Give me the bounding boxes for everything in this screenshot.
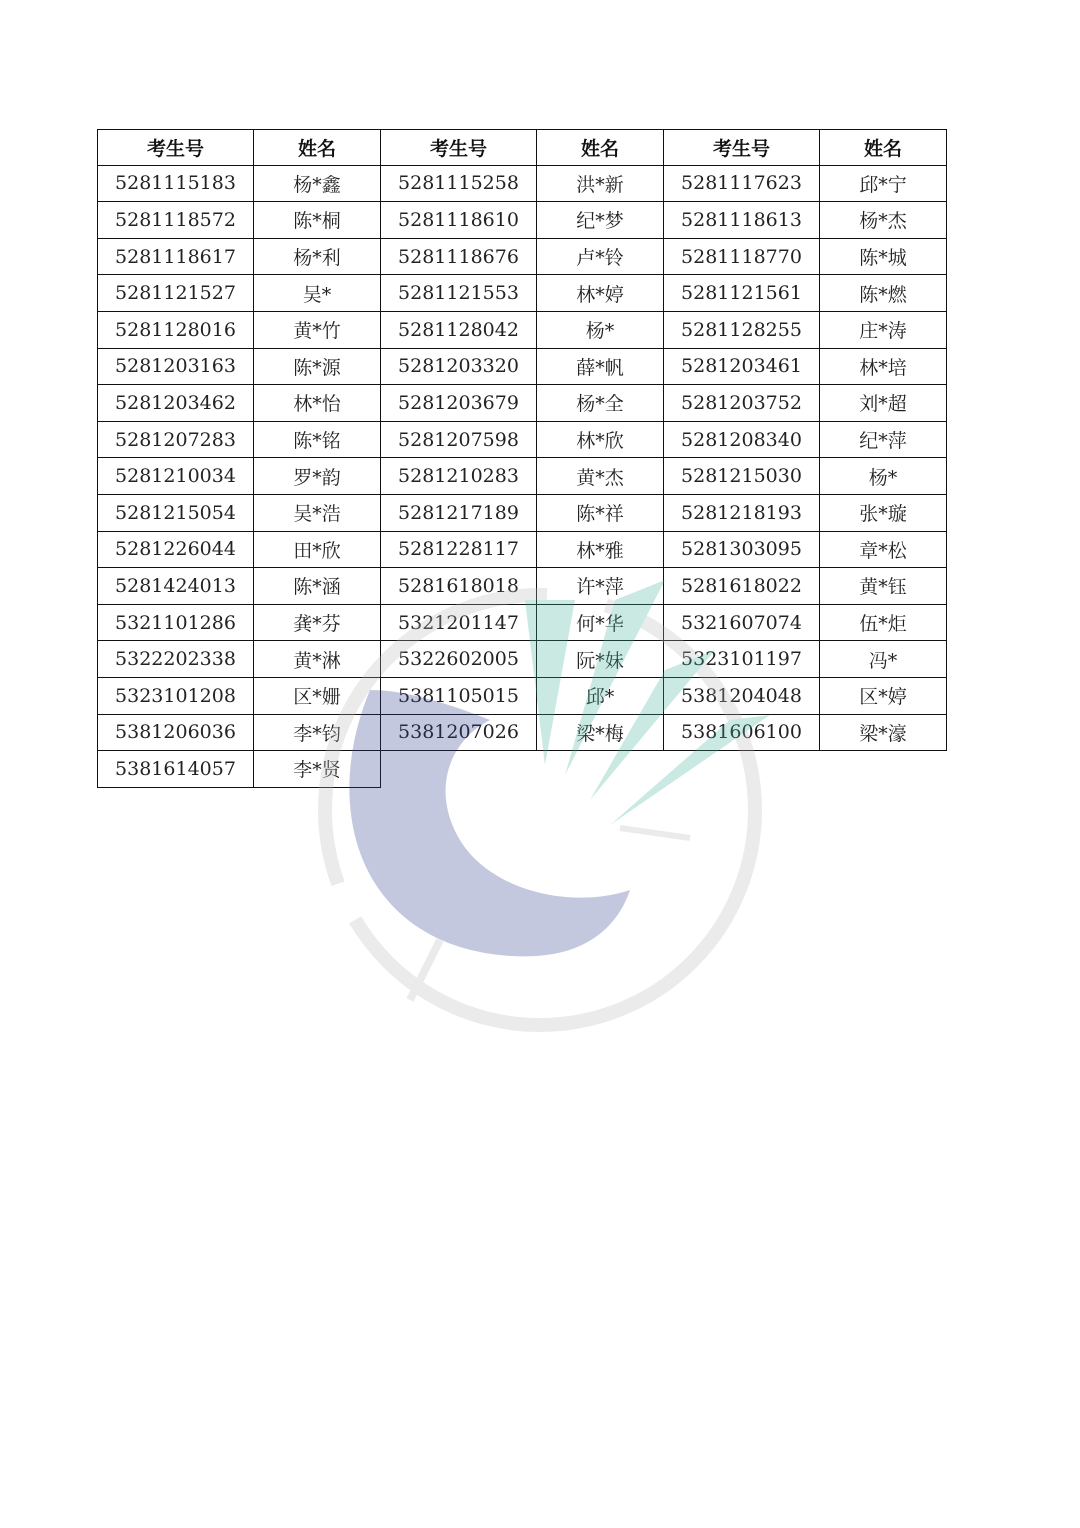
candidate-name-cell: 龚*芬 <box>254 605 381 642</box>
exam-number-cell: 5381207026 <box>381 715 537 752</box>
exam-number-cell: 5381204048 <box>664 678 820 715</box>
exam-number-cell: 5281128255 <box>664 312 820 349</box>
exam-number-cell: 5381614057 <box>97 751 254 788</box>
table-row <box>97 422 947 459</box>
candidate-name-cell: 阮*妹 <box>537 641 664 678</box>
candidate-name-cell: 区*婷 <box>820 678 947 715</box>
candidate-name-cell: 何*华 <box>537 605 664 642</box>
candidate-name-cell: 吴*浩 <box>254 495 381 532</box>
exam-number-cell: 5281203462 <box>97 385 254 422</box>
candidate-name-cell: 林*培 <box>820 349 947 386</box>
candidate-name-cell: 杨* <box>537 312 664 349</box>
candidate-name-cell: 梁*梅 <box>537 715 664 752</box>
exam-number-cell: 5281203679 <box>381 385 537 422</box>
table-row <box>97 239 947 276</box>
exam-number-cell: 5281115258 <box>381 166 537 203</box>
candidate-name-cell: 伍*炬 <box>820 605 947 642</box>
candidate-name-cell: 卢*铃 <box>537 239 664 276</box>
exam-number-cell: 5281303095 <box>664 532 820 569</box>
table-row <box>97 751 947 788</box>
candidate-name-cell: 邱*宁 <box>820 166 947 203</box>
table-row <box>97 385 947 422</box>
column-header-name: 姓名 <box>254 129 381 166</box>
candidate-name-cell: 陈*源 <box>254 349 381 386</box>
exam-number-cell: 5281121561 <box>664 275 820 312</box>
table-row <box>97 605 947 642</box>
exam-number-cell: 5281121553 <box>381 275 537 312</box>
candidate-name-cell: 薛*帆 <box>537 349 664 386</box>
candidate-name-cell: 洪*新 <box>537 166 664 203</box>
candidate-name-cell: 杨* <box>820 458 947 495</box>
exam-number-cell: 5281207283 <box>97 422 254 459</box>
candidate-name-cell: 罗*韵 <box>254 458 381 495</box>
exam-number-cell: 5281115183 <box>97 166 254 203</box>
table-row <box>97 532 947 569</box>
candidate-name-cell: 区*姗 <box>254 678 381 715</box>
exam-number-cell: 5321201147 <box>381 605 537 642</box>
exam-number-cell: 5281128042 <box>381 312 537 349</box>
table-row <box>97 568 947 605</box>
candidate-name-cell: 纪*萍 <box>820 422 947 459</box>
table-row <box>97 312 947 349</box>
column-header-name: 姓名 <box>537 129 664 166</box>
candidate-name-cell: 陈*桐 <box>254 202 381 239</box>
candidate-name-cell: 杨*利 <box>254 239 381 276</box>
candidate-name-cell: 林*婷 <box>537 275 664 312</box>
exam-number-cell: 5321101286 <box>97 605 254 642</box>
candidate-name-cell: 陈*燃 <box>820 275 947 312</box>
exam-number-cell: 5281207598 <box>381 422 537 459</box>
table-row <box>97 349 947 386</box>
column-header-exam-number: 考生号 <box>381 129 537 166</box>
exam-number-cell: 5381606100 <box>664 715 820 752</box>
exam-number-cell: 5321607074 <box>664 605 820 642</box>
exam-number-cell: 5281128016 <box>97 312 254 349</box>
column-header-exam-number: 考生号 <box>97 129 254 166</box>
candidate-name-cell: 黄*竹 <box>254 312 381 349</box>
candidate-name-cell: 许*萍 <box>537 568 664 605</box>
candidate-name-cell: 陈*祥 <box>537 495 664 532</box>
exam-number-cell: 5281203320 <box>381 349 537 386</box>
table-row <box>97 641 947 678</box>
exam-number-cell: 5281118572 <box>97 202 254 239</box>
exam-number-cell: 5281217189 <box>381 495 537 532</box>
column-header-name: 姓名 <box>820 129 947 166</box>
exam-number-cell: 5281117623 <box>664 166 820 203</box>
exam-number-cell: 5281210034 <box>97 458 254 495</box>
table-row <box>97 166 947 203</box>
exam-number-cell: 5322202338 <box>97 641 254 678</box>
exam-candidates-table <box>97 129 947 788</box>
exam-number-cell: 5381206036 <box>97 715 254 752</box>
exam-number-cell: 5281226044 <box>97 532 254 569</box>
table-row <box>97 202 947 239</box>
exam-number-cell: 5281228117 <box>381 532 537 569</box>
exam-number-cell: 5281424013 <box>97 568 254 605</box>
candidate-name-cell: 杨*全 <box>537 385 664 422</box>
candidate-name-cell: 黄*淋 <box>254 641 381 678</box>
exam-number-cell: 5281203461 <box>664 349 820 386</box>
candidate-name-cell: 林*怡 <box>254 385 381 422</box>
empty-cell <box>820 751 947 788</box>
exam-number-cell: 5281210283 <box>381 458 537 495</box>
candidate-name-cell: 冯* <box>820 641 947 678</box>
exam-number-cell: 5281118617 <box>97 239 254 276</box>
exam-number-cell: 5281118770 <box>664 239 820 276</box>
candidate-name-cell: 杨*鑫 <box>254 166 381 203</box>
exam-number-cell: 5322602005 <box>381 641 537 678</box>
exam-number-cell: 5281203752 <box>664 385 820 422</box>
table-row <box>97 678 947 715</box>
table-row <box>97 275 947 312</box>
candidate-name-cell: 张*璇 <box>820 495 947 532</box>
exam-number-cell: 5281618018 <box>381 568 537 605</box>
column-header-exam-number: 考生号 <box>664 129 820 166</box>
exam-number-cell: 5281618022 <box>664 568 820 605</box>
candidate-name-cell: 章*松 <box>820 532 947 569</box>
candidate-name-cell: 田*欣 <box>254 532 381 569</box>
exam-number-cell: 5281118610 <box>381 202 537 239</box>
exam-number-cell: 5281215054 <box>97 495 254 532</box>
candidate-name-cell: 林*雅 <box>537 532 664 569</box>
candidate-name-cell: 庄*涛 <box>820 312 947 349</box>
table-row <box>97 715 947 752</box>
candidate-name-cell: 刘*超 <box>820 385 947 422</box>
candidate-name-cell: 杨*杰 <box>820 202 947 239</box>
candidate-name-cell: 林*欣 <box>537 422 664 459</box>
exam-number-cell: 5281118613 <box>664 202 820 239</box>
table-row <box>97 458 947 495</box>
candidate-name-cell: 纪*梦 <box>537 202 664 239</box>
exam-number-cell: 5281208340 <box>664 422 820 459</box>
candidate-name-cell: 吴* <box>254 275 381 312</box>
exam-number-cell: 5281118676 <box>381 239 537 276</box>
empty-cell <box>664 751 820 788</box>
candidate-name-cell: 梁*濠 <box>820 715 947 752</box>
candidate-name-cell: 邱* <box>537 678 664 715</box>
table-header-row <box>97 129 947 166</box>
candidate-name-cell: 陈*涵 <box>254 568 381 605</box>
candidate-name-cell: 陈*铭 <box>254 422 381 459</box>
table-row <box>97 495 947 532</box>
candidate-name-cell: 李*钧 <box>254 715 381 752</box>
exam-number-cell: 5281215030 <box>664 458 820 495</box>
exam-number-cell: 5381105015 <box>381 678 537 715</box>
exam-number-cell: 5281121527 <box>97 275 254 312</box>
exam-number-cell: 5323101197 <box>664 641 820 678</box>
empty-cell <box>381 751 537 788</box>
candidate-name-cell: 黄*钰 <box>820 568 947 605</box>
candidate-name-cell: 李*贤 <box>254 751 381 788</box>
exam-number-cell: 5323101208 <box>97 678 254 715</box>
exam-number-cell: 5281203163 <box>97 349 254 386</box>
exam-number-cell: 5281218193 <box>664 495 820 532</box>
candidate-name-cell: 陈*城 <box>820 239 947 276</box>
candidate-name-cell: 黄*杰 <box>537 458 664 495</box>
table-body <box>97 166 947 788</box>
empty-cell <box>537 751 664 788</box>
